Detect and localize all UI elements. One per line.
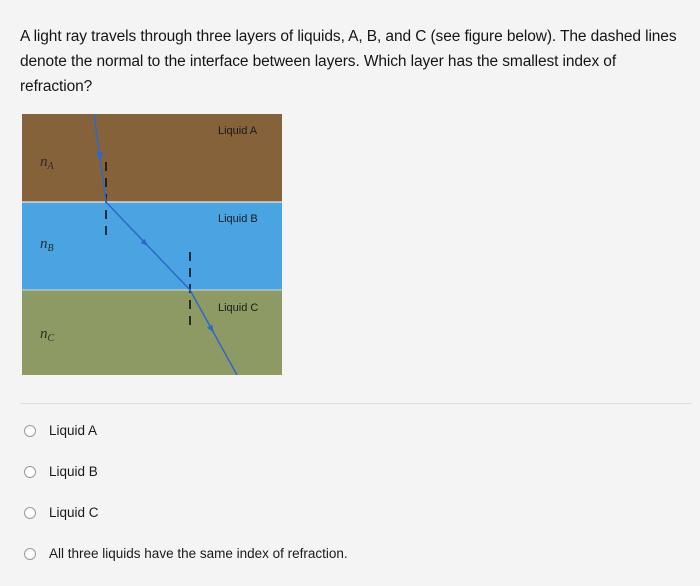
- option-label: Liquid B: [49, 464, 98, 479]
- question-text: A light ray travels through three layers of liquids, A, B, and C (see figure below). The dashed lines denote the normal to the interface between layers. Which layer has the smallest index of refraction?: [20, 28, 677, 95]
- option-liquid-a[interactable]: [24, 410, 684, 451]
- option-label: Liquid A: [49, 423, 98, 438]
- radio-button[interactable]: [24, 548, 36, 560]
- radio-button[interactable]: [24, 466, 36, 478]
- option-liquid-c[interactable]: [24, 492, 684, 533]
- refraction-diagram: [22, 114, 282, 375]
- radio-button[interactable]: [24, 507, 36, 519]
- answer-options: [24, 410, 684, 574]
- index-a-symbol: $n_A$: [40, 154, 54, 172]
- option-all-same[interactable]: [24, 533, 684, 574]
- index-b-symbol: $n_B$: [40, 236, 54, 254]
- index-c-symbol: $n_C$: [40, 326, 55, 344]
- divider: [20, 403, 692, 404]
- layer-c-label: Liquid C: [218, 302, 259, 314]
- layer-b-label: Liquid B: [218, 213, 258, 225]
- refraction-figure: [22, 114, 282, 375]
- option-liquid-b[interactable]: [24, 451, 684, 492]
- radio-button[interactable]: [24, 425, 36, 437]
- option-label: Liquid C: [49, 505, 99, 520]
- option-label: All three liquids have the same index of refraction.: [49, 546, 348, 561]
- layer-a-label: Liquid A: [218, 125, 258, 137]
